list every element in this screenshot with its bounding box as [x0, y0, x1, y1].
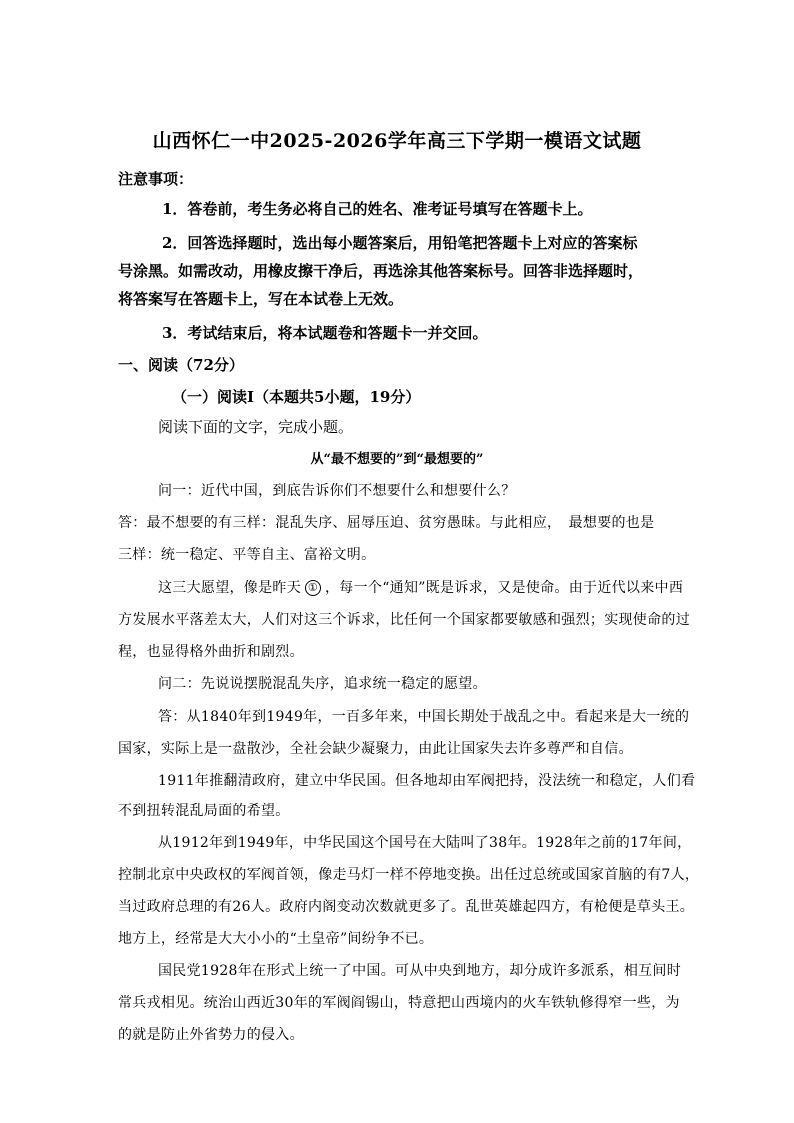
article-line: 地方上，经常是大大小小的“土皇帝”间纷争不已。 [118, 931, 434, 947]
article-text: ，每一个“通知”既是诉求，又是使命。由于近代以来中西 [325, 580, 684, 596]
article-line: 从1912年到1949年，中华民国这个国号在大陆叫了38年。1928年之前的17年间， [158, 835, 692, 851]
article-title: 从“最不想要的”到“最想要的” [310, 452, 484, 467]
article-line: 问二：先说说摆脱混乱失序，追求统一稳定的愿望。 [158, 676, 487, 692]
notice-heading: 注意事项： [118, 170, 194, 188]
section-instruction: 阅读下面的文字，完成小题。 [158, 418, 354, 436]
article-line: 控制北京中央政权的军阀首领，像走马灯一样不停地变换。出任过总统或国家首脑的有7人， [118, 867, 700, 883]
article-line: 国民党1928年在形式上统一了中国。可从中央到地方，却分成许多派系，相互间时 [158, 963, 682, 979]
notice-item-2-line-2: 号涂黑。如需改动，用橡皮擦干净后，再选涂其他答案标号。回答非选择题时， [118, 262, 644, 280]
article-line: 程，也显得格外曲折和剧烈。 [118, 644, 304, 660]
fill-blank [301, 580, 325, 596]
article-line: 问一：近代中国，到底告诉你们不想要什么和想要什么？ [158, 483, 516, 499]
article-line: 常兵戎相见。统治山西近30年的军阀阎锡山，特意把山西境内的火车铁轨修得窄一些，为 [118, 995, 680, 1011]
notice-item-3: 3．考试结束后，将本试题卷和答题卡一并交回。 [162, 324, 488, 342]
blank-number-mark: ① [305, 580, 321, 596]
article-line: 1911年推翻清政府，建立中华民国。但各地却由军阀把持，没法统一和稳定，人们看 [158, 773, 696, 789]
article-line: 答：最不想要的有三样：混乱失序、屈辱压迫、贫穷愚昧。与此相应， 最想要的也是 [118, 515, 655, 531]
article-line: 不到扭转混乱局面的希望。 [118, 803, 290, 819]
article-line: 当过政府总理的有26人。政府内阁变动次数就更多了。乱世英雄起四方，有枪便是草头王。 [118, 899, 695, 915]
article-line: 方发展水平落差太大，人们对这三个诉求，比任何一个国家都要敏感和强烈；实现使命的过 [118, 612, 690, 628]
article-line: 国家，实际上是一盘散沙，全社会缺少凝聚力，由此让国家失去许多尊严和自信。 [118, 741, 633, 757]
notice-item-1: 1．答卷前，考生务必将自己的姓名、准考证号填写在答题卡上。 [162, 200, 593, 218]
article-line: 的就是防止外省势力的侵入。 [118, 1027, 304, 1043]
article-text: 这三大愿望，像是昨天 [158, 580, 301, 596]
page-title: 山西怀仁一中2025-2026学年高三下学期一模语文试题 [152, 130, 642, 152]
article-line-with-blank [158, 577, 683, 597]
section-subtitle: （一）阅读I（本题共5小题，19分） [172, 388, 421, 406]
article-line: 答：从1840年到1949年，一百多年来，中国长期处于战乱之中。看起来是大一统的 [158, 709, 690, 725]
section-title: 一、阅读（72分） [118, 356, 244, 374]
notice-item-2-line-3: 将答案写在答题卡上，写在本试卷上无效。 [118, 290, 404, 308]
article-line: 三样：统一稳定、平等自主、富裕文明。 [118, 547, 376, 563]
notice-item-2-line-1: 2．回答选择题时，选出每小题答案后，用铅笔把答题卡上对应的答案标 [162, 234, 638, 252]
